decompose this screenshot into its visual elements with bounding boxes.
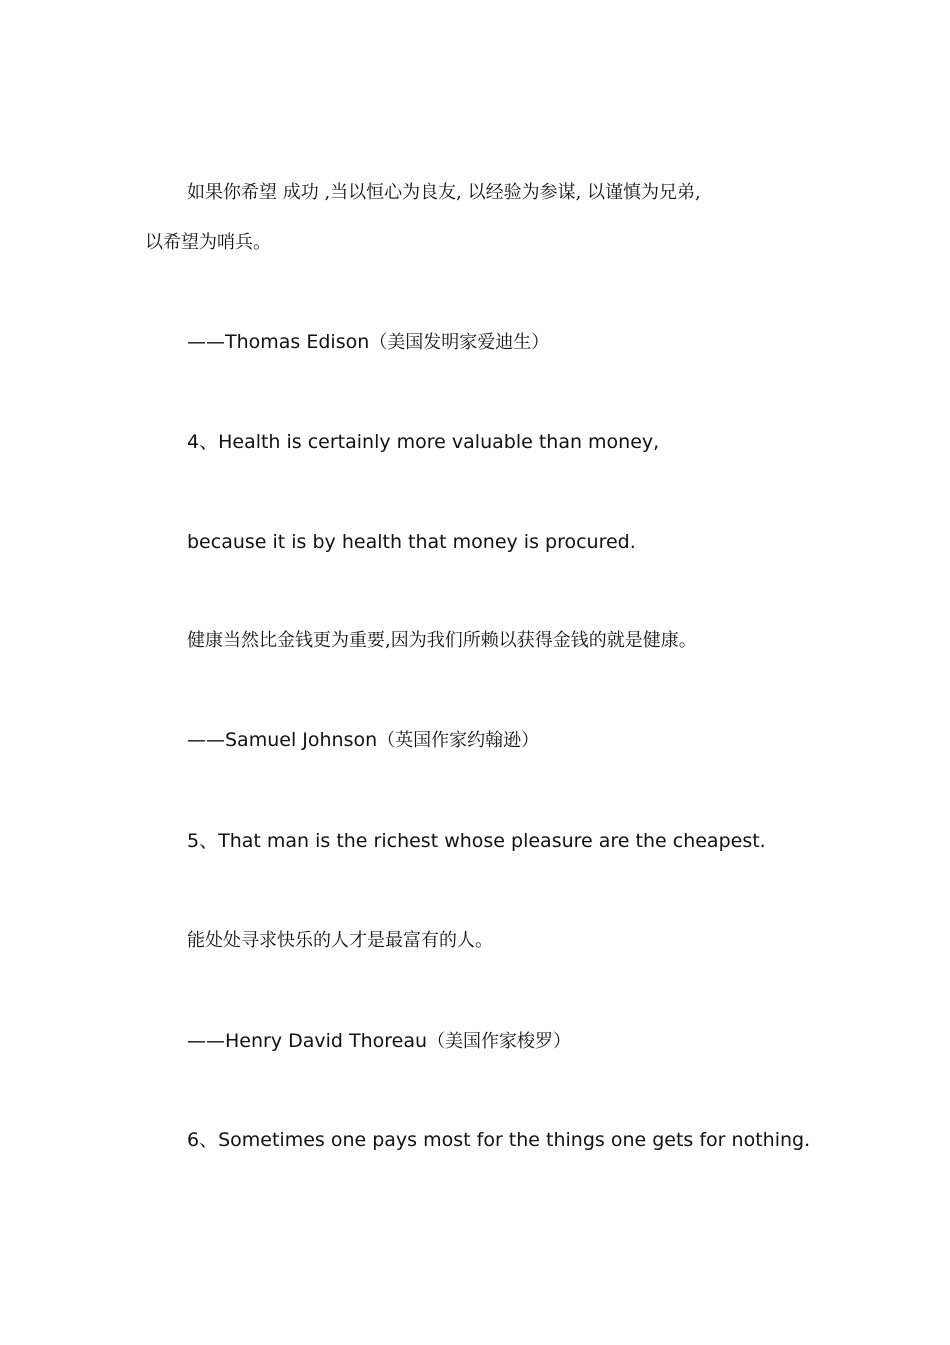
attribution-note: （英国作家约翰逊）	[377, 730, 540, 751]
attribution-note: （美国作家梭罗）	[427, 1031, 572, 1052]
quote-5-chinese: 能处处寻求快乐的人才是最富有的人。	[187, 930, 493, 951]
quote-4-chinese: 健康当然比金钱更为重要,因为我们所赖以获得金钱的就是健康。	[187, 630, 697, 651]
quote-4-english-line-2: because it is by health that money is procured.	[187, 531, 636, 553]
attribution-name: ——Thomas Edison	[187, 331, 370, 353]
attribution-note: （美国发明家爱迪生）	[369, 332, 550, 353]
attribution-name: ——Henry David Thoreau	[187, 1030, 428, 1052]
quote-3-chinese-line-1: 如果你希望 成功 ,当以恒心为良友, 以经验为参谋, 以谨慎为兄弟,	[187, 182, 701, 203]
quote-5-english: 5、That man is the richest whose pleasure are the cheapest.	[187, 830, 766, 852]
quote-4-attribution	[187, 728, 539, 753]
attribution-name: ——Samuel Johnson	[187, 729, 378, 751]
quote-6-english: 6、Sometimes one pays most for the things one gets for nothing.	[187, 1129, 811, 1151]
quote-5-attribution	[187, 1029, 571, 1054]
quote-4-english-line-1: 4、Health is certainly more valuable than money,	[187, 431, 660, 453]
quote-3-chinese-line-2: 以希望为哨兵。	[145, 232, 271, 253]
quote-3-attribution	[187, 330, 549, 355]
